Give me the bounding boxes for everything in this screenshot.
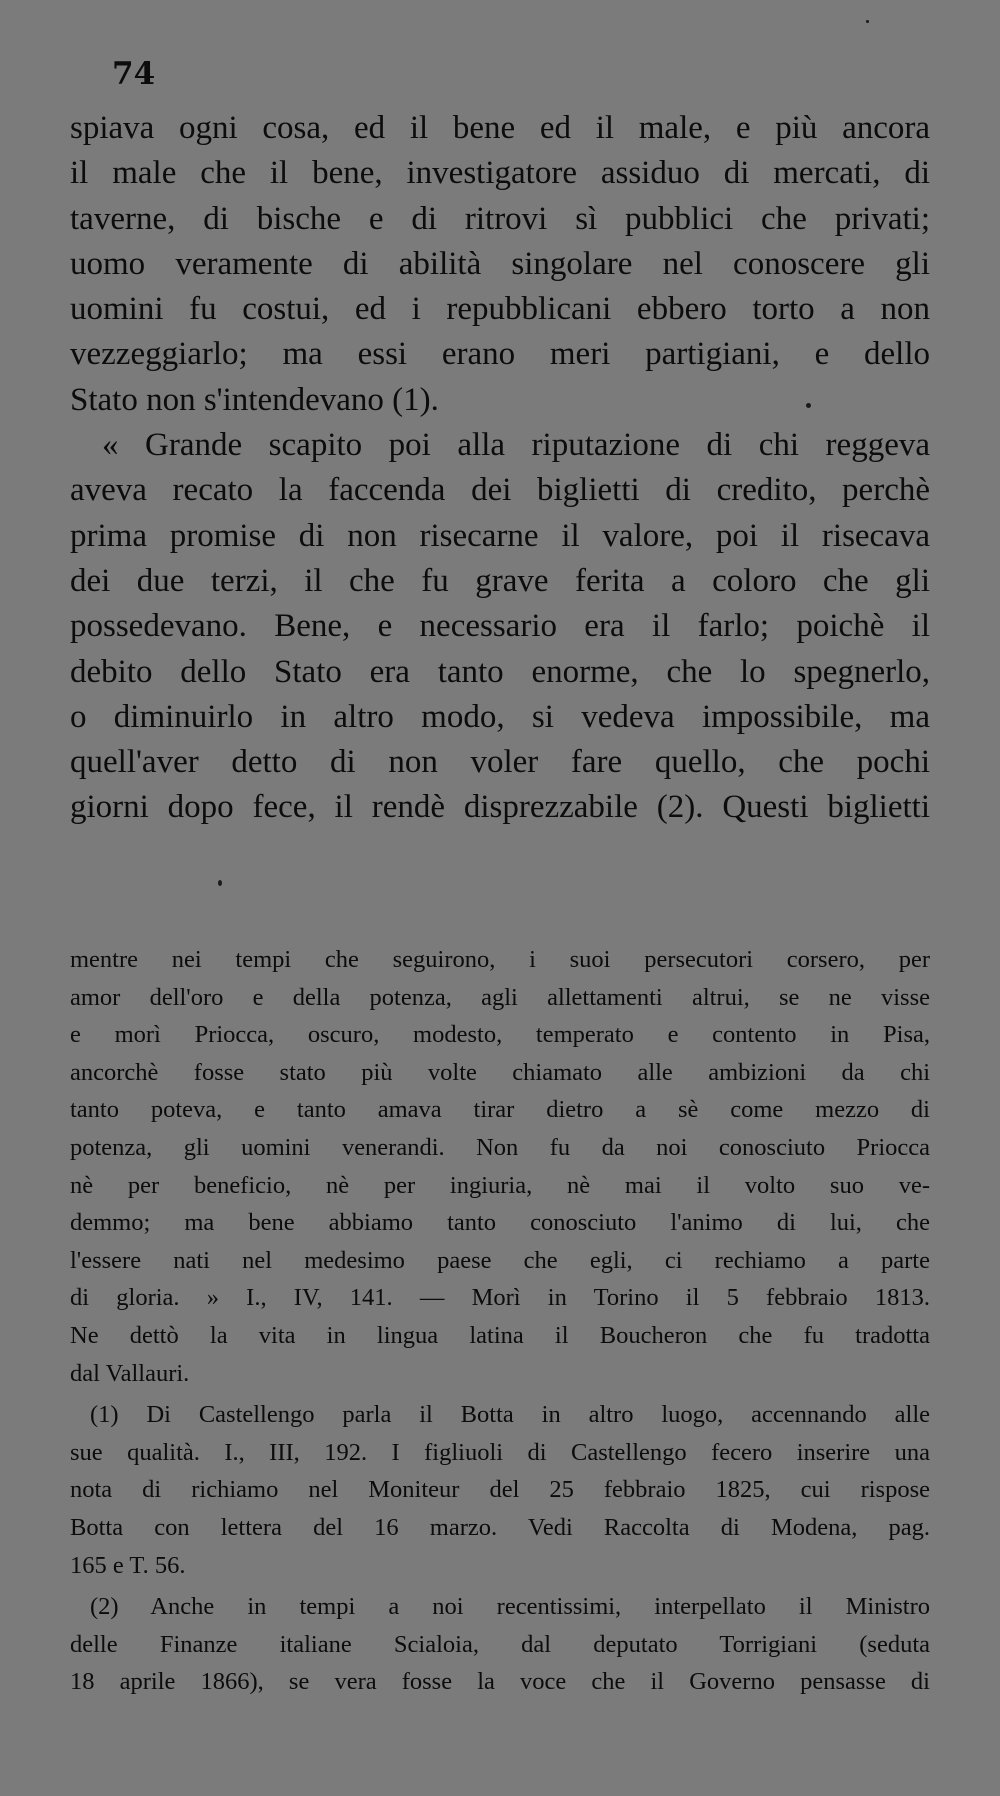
footnote-line: nè per beneficio, nè per ingiuria, nè mai il volto suo ve- <box>70 1171 930 1199</box>
footnote-line: Ne dettò la vita in lingua latina il Boucheron che fu tradotta <box>70 1321 930 1349</box>
footnote-line: demmo; ma bene abbiamo tanto conosciuto l'animo di lui, che <box>70 1209 930 1237</box>
main-line: spiava ogni cosa, ed il bene ed il male, e più ancora <box>70 110 930 146</box>
main-line: dei due terzi, il che fu grave ferita a coloro che gli <box>70 562 930 599</box>
scan-speck <box>806 403 811 408</box>
footnote-line: e morì Priocca, oscuro, modesto, temperato e contento in Pisa, <box>70 1021 930 1049</box>
main-line: quell'aver detto di non voler fare quello, che pochi <box>70 744 930 781</box>
main-line: uomo veramente di abilità singolare nel conoscere gli <box>70 245 930 282</box>
footnote-1-line: 165 e T. 56. <box>70 1551 186 1579</box>
footnote-2-line: delle Finanze italiane Scialoia, dal deputato Torrigiani (seduta <box>70 1630 930 1658</box>
main-line: « Grande scapito poi alla riputazione di chi reggeva <box>102 427 930 464</box>
footnote-line: di gloria. » I., IV, 141. — Morì in Torino il 5 febbraio 1813. <box>70 1284 930 1312</box>
footnote-line: l'essere nati nel medesimo paese che egli, ci rechiamo a parte <box>70 1246 930 1274</box>
main-line: prima promise di non risecarne il valore, poi il risecava <box>70 517 930 554</box>
main-line: Stato non s'intendevano (1). <box>70 381 439 418</box>
main-line: giorni dopo fece, il rendè disprezzabile (2). Questi biglietti <box>70 789 930 826</box>
footnote-line: dal Vallauri. <box>70 1359 190 1387</box>
footnote-2-line: (2) Anche in tempi a noi recentissimi, interpellato il Ministro <box>90 1593 930 1621</box>
main-line: o diminuirlo in altro modo, si vedeva impossibile, ma <box>70 698 930 735</box>
footnote-line: tanto poteva, e tanto amava tirar dietro a sè come mezzo di <box>70 1096 930 1124</box>
footnote-1-line: (1) Di Castellengo parla il Botta in altro luogo, accennando alle <box>90 1401 930 1429</box>
footnote-line: amor dell'oro e della potenza, agli allettamenti altrui, se ne visse <box>70 983 930 1011</box>
main-line: possedevano. Bene, e necessario era il farlo; poichè il <box>70 608 930 645</box>
footnote-line: mentre nei tempi che seguirono, i suoi persecutori corsero, per <box>70 946 930 973</box>
footnote-1-line: nota di richiamo nel Moniteur del 25 febbraio 1825, cui rispose <box>70 1476 930 1504</box>
main-line: il male che il bene, investigatore assiduo di mercati, di <box>70 155 930 192</box>
main-line: vezzeggiarlo; ma essi erano meri partigiani, e dello <box>70 336 930 373</box>
scan-speck <box>866 20 869 23</box>
main-line: debito dello Stato era tanto enorme, che lo spegnerlo, <box>70 653 930 690</box>
page-number: 74 <box>112 56 156 92</box>
footnote-line: ancorchè fosse stato più volte chiamato alle ambizioni da chi <box>70 1058 930 1086</box>
footnotes <box>70 941 930 1701</box>
main-text <box>70 106 930 831</box>
scan-speck <box>218 880 222 886</box>
footnote-1-line: sue qualità. I., III, 192. I figliuoli di Castellengo fecero inserire una <box>70 1438 930 1466</box>
main-line: taverne, di bische e di ritrovi sì pubblici che privati; <box>70 200 930 237</box>
main-line: uomini fu costui, ed i repubblicani ebbero torto a non <box>70 291 930 328</box>
main-line: aveva recato la faccenda dei biglietti di credito, perchè <box>70 472 930 509</box>
footnote-2-line: 18 aprile 1866), se vera fosse la voce che il Governo pensasse di <box>70 1668 930 1696</box>
footnote-line: potenza, gli uomini venerandi. Non fu da noi conosciuto Priocca <box>70 1133 930 1161</box>
footnote-1-line: Botta con lettera del 16 marzo. Vedi Raccolta di Modena, pag. <box>70 1513 930 1541</box>
